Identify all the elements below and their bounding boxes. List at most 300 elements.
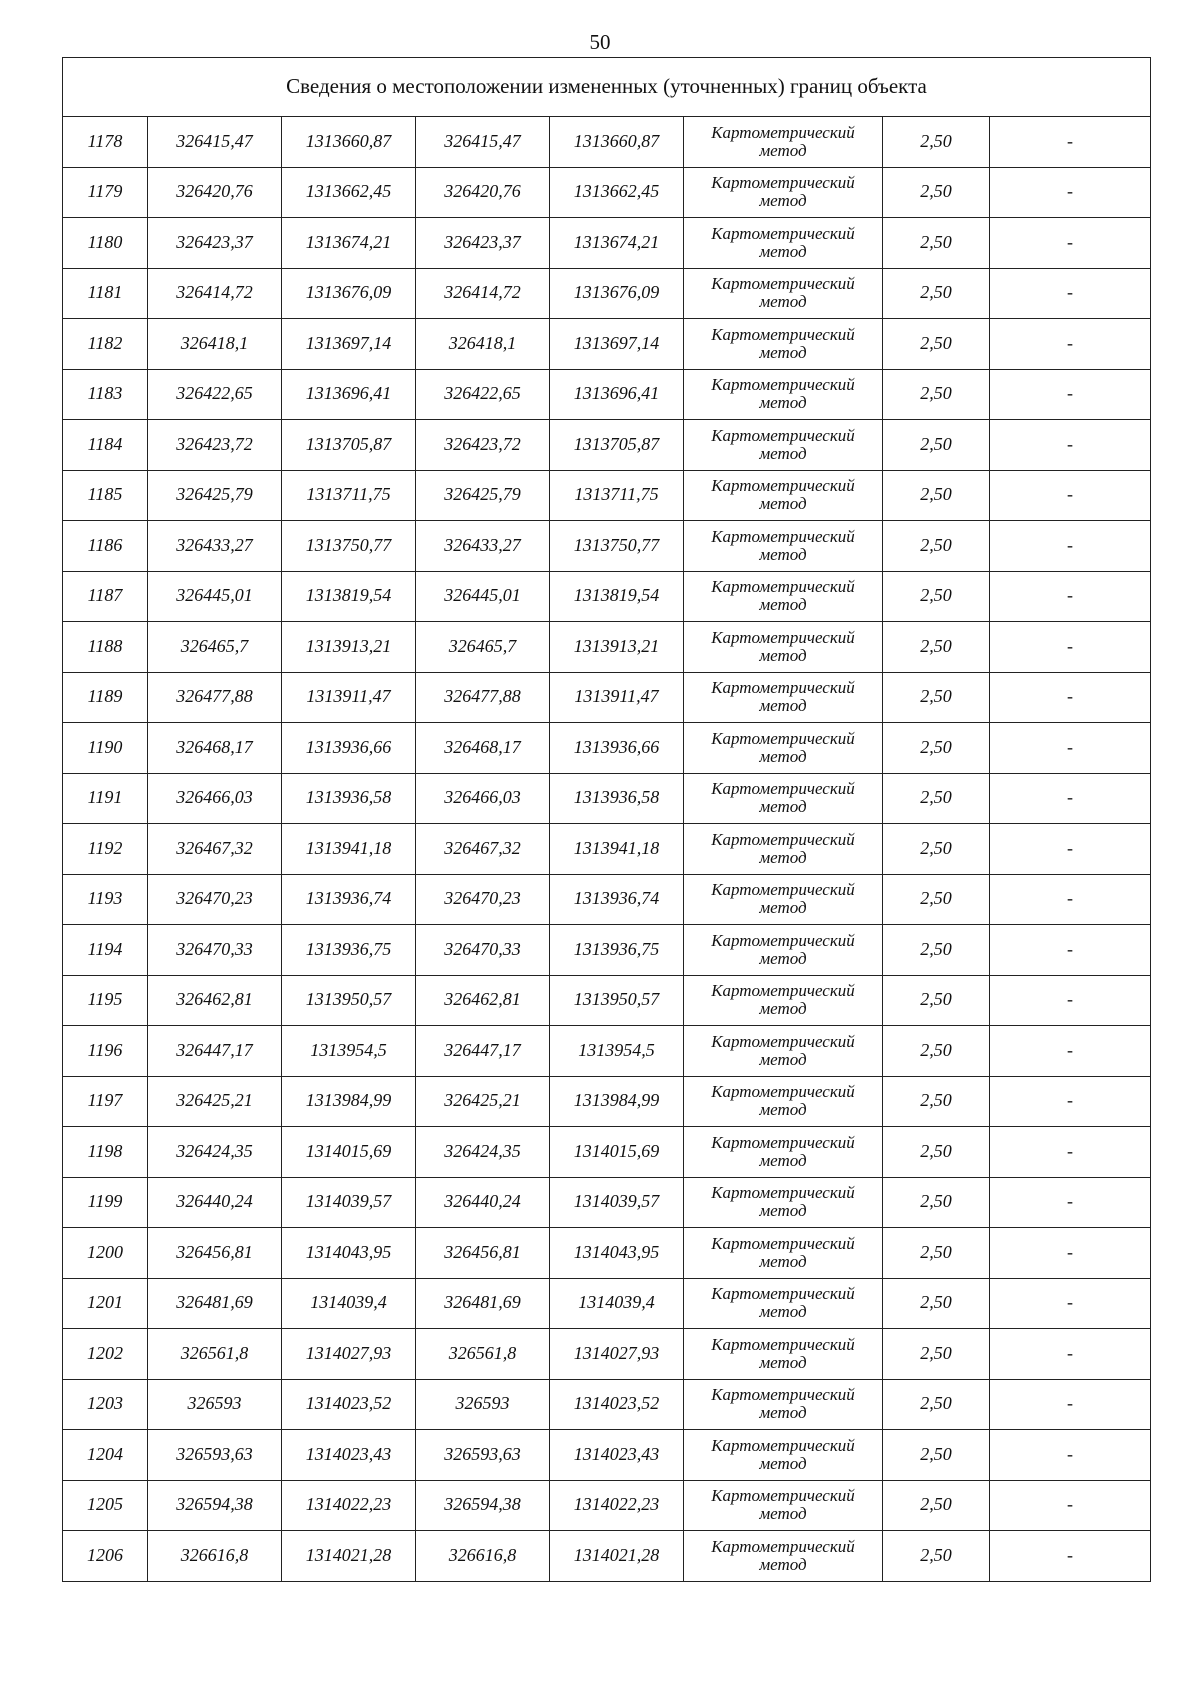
method-line-1: Картометрический bbox=[711, 173, 855, 193]
point-number-cell: 1204 bbox=[63, 1430, 148, 1481]
refined-y-cell: 1313936,74 bbox=[550, 874, 684, 925]
method-line-2: метод bbox=[759, 140, 807, 160]
refined-y-cell: 1313662,45 bbox=[550, 167, 684, 218]
table-row bbox=[63, 975, 1151, 1026]
refined-x-cell: 326470,33 bbox=[416, 925, 550, 976]
refined-x-cell: 326465,7 bbox=[416, 622, 550, 673]
accuracy-cell: 2,50 bbox=[883, 1278, 990, 1329]
method-line-2: метод bbox=[759, 241, 807, 261]
method-line-1: Картометрический bbox=[711, 627, 855, 647]
point-number-cell: 1189 bbox=[63, 672, 148, 723]
existing-x-cell: 326594,38 bbox=[148, 1480, 282, 1531]
accuracy-cell: 2,50 bbox=[883, 672, 990, 723]
existing-y-cell: 1313696,41 bbox=[282, 369, 416, 420]
table-row bbox=[63, 925, 1151, 976]
accuracy-cell: 2,50 bbox=[883, 723, 990, 774]
existing-y-cell: 1313662,45 bbox=[282, 167, 416, 218]
refined-y-cell: 1313911,47 bbox=[550, 672, 684, 723]
note-cell: - bbox=[990, 975, 1151, 1026]
accuracy-cell: 2,50 bbox=[883, 470, 990, 521]
table-row bbox=[63, 1531, 1151, 1582]
table-row bbox=[63, 824, 1151, 875]
note-cell: - bbox=[990, 1076, 1151, 1127]
existing-x-cell: 326425,79 bbox=[148, 470, 282, 521]
existing-x-cell: 326425,21 bbox=[148, 1076, 282, 1127]
existing-y-cell: 1314027,93 bbox=[282, 1329, 416, 1380]
method-cell bbox=[684, 723, 883, 774]
point-number-cell: 1192 bbox=[63, 824, 148, 875]
existing-x-cell: 326477,88 bbox=[148, 672, 282, 723]
method-line-2: метод bbox=[759, 1453, 807, 1473]
refined-y-cell: 1313913,21 bbox=[550, 622, 684, 673]
accuracy-cell: 2,50 bbox=[883, 925, 990, 976]
method-line-1: Картометрический bbox=[711, 1435, 855, 1455]
refined-y-cell: 1313750,77 bbox=[550, 521, 684, 572]
existing-y-cell: 1314015,69 bbox=[282, 1127, 416, 1178]
existing-x-cell: 326423,37 bbox=[148, 218, 282, 269]
existing-x-cell: 326447,17 bbox=[148, 1026, 282, 1077]
existing-x-cell: 326445,01 bbox=[148, 571, 282, 622]
table-row bbox=[63, 521, 1151, 572]
point-number-cell: 1202 bbox=[63, 1329, 148, 1380]
existing-x-cell: 326593 bbox=[148, 1379, 282, 1430]
refined-y-cell: 1313660,87 bbox=[550, 117, 684, 168]
refined-x-cell: 326418,1 bbox=[416, 319, 550, 370]
table-title-row bbox=[63, 58, 1151, 117]
refined-x-cell: 326470,23 bbox=[416, 874, 550, 925]
refined-x-cell: 326593,63 bbox=[416, 1430, 550, 1481]
refined-y-cell: 1313696,41 bbox=[550, 369, 684, 420]
refined-y-cell: 1313711,75 bbox=[550, 470, 684, 521]
note-cell: - bbox=[990, 117, 1151, 168]
point-number-cell: 1187 bbox=[63, 571, 148, 622]
method-line-2: метод bbox=[759, 494, 807, 514]
refined-x-cell: 326420,76 bbox=[416, 167, 550, 218]
method-cell bbox=[684, 521, 883, 572]
table-row bbox=[63, 117, 1151, 168]
refined-y-cell: 1314023,52 bbox=[550, 1379, 684, 1430]
method-line-2: метод bbox=[759, 1100, 807, 1120]
existing-y-cell: 1313711,75 bbox=[282, 470, 416, 521]
method-cell bbox=[684, 268, 883, 319]
point-number-cell: 1206 bbox=[63, 1531, 148, 1582]
accuracy-cell: 2,50 bbox=[883, 420, 990, 471]
existing-y-cell: 1313954,5 bbox=[282, 1026, 416, 1077]
refined-x-cell: 326440,24 bbox=[416, 1177, 550, 1228]
method-line-1: Картометрический bbox=[711, 1132, 855, 1152]
existing-x-cell: 326616,8 bbox=[148, 1531, 282, 1582]
refined-x-cell: 326433,27 bbox=[416, 521, 550, 572]
method-cell bbox=[684, 824, 883, 875]
table-row bbox=[63, 369, 1151, 420]
method-line-1: Картометрический bbox=[711, 375, 855, 395]
accuracy-cell: 2,50 bbox=[883, 268, 990, 319]
method-line-1: Картометрический bbox=[711, 678, 855, 698]
method-line-1: Картометрический bbox=[711, 577, 855, 597]
existing-x-cell: 326422,65 bbox=[148, 369, 282, 420]
existing-y-cell: 1313705,87 bbox=[282, 420, 416, 471]
method-line-1: Картометрический bbox=[711, 1031, 855, 1051]
table-row bbox=[63, 319, 1151, 370]
refined-y-cell: 1313676,09 bbox=[550, 268, 684, 319]
existing-x-cell: 326423,72 bbox=[148, 420, 282, 471]
existing-y-cell: 1313984,99 bbox=[282, 1076, 416, 1127]
note-cell: - bbox=[990, 1531, 1151, 1582]
existing-y-cell: 1313913,21 bbox=[282, 622, 416, 673]
table-row bbox=[63, 218, 1151, 269]
accuracy-cell: 2,50 bbox=[883, 1177, 990, 1228]
method-line-2: метод bbox=[759, 1251, 807, 1271]
note-cell: - bbox=[990, 925, 1151, 976]
refined-y-cell: 1313936,58 bbox=[550, 773, 684, 824]
method-cell bbox=[684, 1026, 883, 1077]
existing-x-cell: 326467,32 bbox=[148, 824, 282, 875]
accuracy-cell: 2,50 bbox=[883, 1026, 990, 1077]
method-line-1: Картометрический bbox=[711, 930, 855, 950]
point-number-cell: 1191 bbox=[63, 773, 148, 824]
note-cell: - bbox=[990, 1228, 1151, 1279]
table-row bbox=[63, 1076, 1151, 1127]
refined-y-cell: 1313950,57 bbox=[550, 975, 684, 1026]
existing-x-cell: 326414,72 bbox=[148, 268, 282, 319]
accuracy-cell: 2,50 bbox=[883, 975, 990, 1026]
table-row bbox=[63, 1026, 1151, 1077]
existing-x-cell: 326593,63 bbox=[148, 1430, 282, 1481]
point-number-cell: 1181 bbox=[63, 268, 148, 319]
refined-y-cell: 1313705,87 bbox=[550, 420, 684, 471]
table-row bbox=[63, 167, 1151, 218]
refined-y-cell: 1314021,28 bbox=[550, 1531, 684, 1582]
accuracy-cell: 2,50 bbox=[883, 218, 990, 269]
method-line-1: Картометрический bbox=[711, 1536, 855, 1556]
note-cell: - bbox=[990, 521, 1151, 572]
point-number-cell: 1179 bbox=[63, 167, 148, 218]
point-number-cell: 1195 bbox=[63, 975, 148, 1026]
method-cell bbox=[684, 117, 883, 168]
existing-y-cell: 1313936,74 bbox=[282, 874, 416, 925]
method-line-1: Картометрический bbox=[711, 1486, 855, 1506]
refined-x-cell: 326616,8 bbox=[416, 1531, 550, 1582]
point-number-cell: 1205 bbox=[63, 1480, 148, 1531]
existing-x-cell: 326456,81 bbox=[148, 1228, 282, 1279]
note-cell: - bbox=[990, 1127, 1151, 1178]
table-row bbox=[63, 1228, 1151, 1279]
accuracy-cell: 2,50 bbox=[883, 521, 990, 572]
refined-y-cell: 1313984,99 bbox=[550, 1076, 684, 1127]
accuracy-cell: 2,50 bbox=[883, 369, 990, 420]
accuracy-cell: 2,50 bbox=[883, 1228, 990, 1279]
accuracy-cell: 2,50 bbox=[883, 117, 990, 168]
note-cell: - bbox=[990, 470, 1151, 521]
accuracy-cell: 2,50 bbox=[883, 1076, 990, 1127]
method-line-2: метод bbox=[759, 645, 807, 665]
accuracy-cell: 2,50 bbox=[883, 1480, 990, 1531]
method-line-2: метод bbox=[759, 595, 807, 615]
refined-y-cell: 1314043,95 bbox=[550, 1228, 684, 1279]
method-line-1: Картометрический bbox=[711, 880, 855, 900]
note-cell: - bbox=[990, 1480, 1151, 1531]
table-row bbox=[63, 672, 1151, 723]
method-line-2: метод bbox=[759, 292, 807, 312]
note-cell: - bbox=[990, 420, 1151, 471]
method-cell bbox=[684, 1177, 883, 1228]
table-row bbox=[63, 470, 1151, 521]
refined-x-cell: 326561,8 bbox=[416, 1329, 550, 1380]
existing-y-cell: 1313950,57 bbox=[282, 975, 416, 1026]
existing-y-cell: 1313750,77 bbox=[282, 521, 416, 572]
refined-y-cell: 1313674,21 bbox=[550, 218, 684, 269]
accuracy-cell: 2,50 bbox=[883, 571, 990, 622]
existing-y-cell: 1313936,66 bbox=[282, 723, 416, 774]
refined-y-cell: 1313954,5 bbox=[550, 1026, 684, 1077]
refined-y-cell: 1314022,23 bbox=[550, 1480, 684, 1531]
table-row bbox=[63, 1430, 1151, 1481]
existing-y-cell: 1314039,4 bbox=[282, 1278, 416, 1329]
method-line-2: метод bbox=[759, 393, 807, 413]
method-line-1: Картометрический bbox=[711, 981, 855, 1001]
method-line-1: Картометрический bbox=[711, 223, 855, 243]
method-cell bbox=[684, 773, 883, 824]
refined-x-cell: 326425,79 bbox=[416, 470, 550, 521]
method-line-2: метод bbox=[759, 999, 807, 1019]
existing-x-cell: 326466,03 bbox=[148, 773, 282, 824]
table-row bbox=[63, 571, 1151, 622]
existing-y-cell: 1313674,21 bbox=[282, 218, 416, 269]
note-cell: - bbox=[990, 1430, 1151, 1481]
refined-x-cell: 326481,69 bbox=[416, 1278, 550, 1329]
note-cell: - bbox=[990, 1026, 1151, 1077]
method-cell bbox=[684, 319, 883, 370]
note-cell: - bbox=[990, 773, 1151, 824]
method-line-1: Картометрический bbox=[711, 526, 855, 546]
method-line-2: метод bbox=[759, 443, 807, 463]
point-number-cell: 1186 bbox=[63, 521, 148, 572]
accuracy-cell: 2,50 bbox=[883, 1531, 990, 1582]
existing-x-cell: 326481,69 bbox=[148, 1278, 282, 1329]
existing-x-cell: 326468,17 bbox=[148, 723, 282, 774]
table-row bbox=[63, 1480, 1151, 1531]
note-cell: - bbox=[990, 319, 1151, 370]
point-number-cell: 1203 bbox=[63, 1379, 148, 1430]
note-cell: - bbox=[990, 268, 1151, 319]
note-cell: - bbox=[990, 874, 1151, 925]
method-line-1: Картометрический bbox=[711, 425, 855, 445]
method-line-1: Картометрический bbox=[711, 1385, 855, 1405]
note-cell: - bbox=[990, 672, 1151, 723]
table-row bbox=[63, 1329, 1151, 1380]
method-line-2: метод bbox=[759, 1201, 807, 1221]
method-line-1: Картометрический bbox=[711, 1284, 855, 1304]
point-number-cell: 1193 bbox=[63, 874, 148, 925]
method-line-2: метод bbox=[759, 696, 807, 716]
point-number-cell: 1180 bbox=[63, 218, 148, 269]
point-number-cell: 1183 bbox=[63, 369, 148, 420]
refined-x-cell: 326415,47 bbox=[416, 117, 550, 168]
method-cell bbox=[684, 167, 883, 218]
note-cell: - bbox=[990, 1278, 1151, 1329]
method-line-2: метод bbox=[759, 746, 807, 766]
method-line-1: Картометрический bbox=[711, 1334, 855, 1354]
table-row bbox=[63, 874, 1151, 925]
accuracy-cell: 2,50 bbox=[883, 874, 990, 925]
method-line-1: Картометрический bbox=[711, 829, 855, 849]
method-line-1: Картометрический bbox=[711, 122, 855, 142]
method-line-2: метод bbox=[759, 1403, 807, 1423]
existing-x-cell: 326470,33 bbox=[148, 925, 282, 976]
note-cell: - bbox=[990, 622, 1151, 673]
refined-y-cell: 1314023,43 bbox=[550, 1430, 684, 1481]
method-line-2: метод bbox=[759, 847, 807, 867]
method-line-1: Картометрический bbox=[711, 728, 855, 748]
accuracy-cell: 2,50 bbox=[883, 622, 990, 673]
existing-x-cell: 326561,8 bbox=[148, 1329, 282, 1380]
existing-y-cell: 1314023,52 bbox=[282, 1379, 416, 1430]
point-number-cell: 1194 bbox=[63, 925, 148, 976]
accuracy-cell: 2,50 bbox=[883, 1379, 990, 1430]
refined-x-cell: 326462,81 bbox=[416, 975, 550, 1026]
point-number-cell: 1196 bbox=[63, 1026, 148, 1077]
refined-y-cell: 1313936,75 bbox=[550, 925, 684, 976]
point-number-cell: 1200 bbox=[63, 1228, 148, 1279]
refined-x-cell: 326423,37 bbox=[416, 218, 550, 269]
method-cell bbox=[684, 1228, 883, 1279]
method-line-1: Картометрический bbox=[711, 274, 855, 294]
refined-y-cell: 1313819,54 bbox=[550, 571, 684, 622]
accuracy-cell: 2,50 bbox=[883, 167, 990, 218]
note-cell: - bbox=[990, 1177, 1151, 1228]
method-cell bbox=[684, 420, 883, 471]
refined-x-cell: 326425,21 bbox=[416, 1076, 550, 1127]
refined-y-cell: 1313941,18 bbox=[550, 824, 684, 875]
table-row bbox=[63, 1127, 1151, 1178]
note-cell: - bbox=[990, 218, 1151, 269]
method-line-2: метод bbox=[759, 1049, 807, 1069]
accuracy-cell: 2,50 bbox=[883, 1127, 990, 1178]
method-cell bbox=[684, 1531, 883, 1582]
method-cell bbox=[684, 672, 883, 723]
existing-y-cell: 1314043,95 bbox=[282, 1228, 416, 1279]
method-line-2: метод bbox=[759, 898, 807, 918]
existing-y-cell: 1314039,57 bbox=[282, 1177, 416, 1228]
table-body bbox=[63, 58, 1151, 1582]
refined-x-cell: 326468,17 bbox=[416, 723, 550, 774]
note-cell: - bbox=[990, 1379, 1151, 1430]
existing-y-cell: 1314022,23 bbox=[282, 1480, 416, 1531]
method-line-2: метод bbox=[759, 948, 807, 968]
existing-y-cell: 1313676,09 bbox=[282, 268, 416, 319]
existing-x-cell: 326440,24 bbox=[148, 1177, 282, 1228]
existing-x-cell: 326462,81 bbox=[148, 975, 282, 1026]
method-cell bbox=[684, 1329, 883, 1380]
method-cell bbox=[684, 218, 883, 269]
existing-x-cell: 326465,7 bbox=[148, 622, 282, 673]
note-cell: - bbox=[990, 1329, 1151, 1380]
method-line-1: Картометрический bbox=[711, 779, 855, 799]
method-line-2: метод bbox=[759, 544, 807, 564]
method-cell bbox=[684, 1076, 883, 1127]
table-row bbox=[63, 622, 1151, 673]
refined-x-cell: 326477,88 bbox=[416, 672, 550, 723]
point-number-cell: 1198 bbox=[63, 1127, 148, 1178]
point-number-cell: 1188 bbox=[63, 622, 148, 673]
method-cell bbox=[684, 975, 883, 1026]
point-number-cell: 1197 bbox=[63, 1076, 148, 1127]
method-line-1: Картометрический bbox=[711, 324, 855, 344]
note-cell: - bbox=[990, 167, 1151, 218]
accuracy-cell: 2,50 bbox=[883, 1329, 990, 1380]
method-line-2: метод bbox=[759, 1504, 807, 1524]
method-cell bbox=[684, 571, 883, 622]
existing-x-cell: 326418,1 bbox=[148, 319, 282, 370]
refined-x-cell: 326467,32 bbox=[416, 824, 550, 875]
method-line-2: метод bbox=[759, 1150, 807, 1170]
refined-x-cell: 326456,81 bbox=[416, 1228, 550, 1279]
refined-x-cell: 326423,72 bbox=[416, 420, 550, 471]
table-row bbox=[63, 1177, 1151, 1228]
point-number-cell: 1182 bbox=[63, 319, 148, 370]
method-cell bbox=[684, 622, 883, 673]
existing-y-cell: 1314023,43 bbox=[282, 1430, 416, 1481]
table-row bbox=[63, 723, 1151, 774]
method-line-2: метод bbox=[759, 797, 807, 817]
method-cell bbox=[684, 1379, 883, 1430]
point-number-cell: 1190 bbox=[63, 723, 148, 774]
existing-x-cell: 326415,47 bbox=[148, 117, 282, 168]
note-cell: - bbox=[990, 571, 1151, 622]
point-number-cell: 1184 bbox=[63, 420, 148, 471]
existing-y-cell: 1313936,58 bbox=[282, 773, 416, 824]
refined-x-cell: 326414,72 bbox=[416, 268, 550, 319]
note-cell: - bbox=[990, 369, 1151, 420]
method-line-2: метод bbox=[759, 191, 807, 211]
existing-x-cell: 326470,23 bbox=[148, 874, 282, 925]
page-number: 50 bbox=[589, 30, 611, 54]
method-cell bbox=[684, 1430, 883, 1481]
method-cell bbox=[684, 1127, 883, 1178]
method-line-2: метод bbox=[759, 1352, 807, 1372]
refined-y-cell: 1314015,69 bbox=[550, 1127, 684, 1178]
table-row bbox=[63, 1379, 1151, 1430]
existing-y-cell: 1313697,14 bbox=[282, 319, 416, 370]
note-cell: - bbox=[990, 824, 1151, 875]
table-row bbox=[63, 268, 1151, 319]
method-line-2: метод bbox=[759, 1554, 807, 1574]
existing-y-cell: 1313819,54 bbox=[282, 571, 416, 622]
refined-x-cell: 326422,65 bbox=[416, 369, 550, 420]
method-line-1: Картометрический bbox=[711, 1233, 855, 1253]
existing-y-cell: 1313936,75 bbox=[282, 925, 416, 976]
method-line-1: Картометрический bbox=[711, 476, 855, 496]
point-number-cell: 1201 bbox=[63, 1278, 148, 1329]
method-line-1: Картометрический bbox=[711, 1183, 855, 1203]
refined-x-cell: 326593 bbox=[416, 1379, 550, 1430]
method-cell bbox=[684, 369, 883, 420]
method-cell bbox=[684, 925, 883, 976]
refined-y-cell: 1313936,66 bbox=[550, 723, 684, 774]
method-line-2: метод bbox=[759, 342, 807, 362]
refined-y-cell: 1314039,4 bbox=[550, 1278, 684, 1329]
point-number-cell: 1199 bbox=[63, 1177, 148, 1228]
table-title: Сведения о местоположении измененных (уточненных) границ объекта bbox=[63, 58, 1151, 117]
table-row bbox=[63, 1278, 1151, 1329]
method-line-2: метод bbox=[759, 1302, 807, 1322]
note-cell: - bbox=[990, 723, 1151, 774]
accuracy-cell: 2,50 bbox=[883, 319, 990, 370]
boundary-coordinates-table bbox=[62, 57, 1151, 1582]
refined-x-cell: 326447,17 bbox=[416, 1026, 550, 1077]
existing-x-cell: 326424,35 bbox=[148, 1127, 282, 1178]
existing-y-cell: 1313941,18 bbox=[282, 824, 416, 875]
